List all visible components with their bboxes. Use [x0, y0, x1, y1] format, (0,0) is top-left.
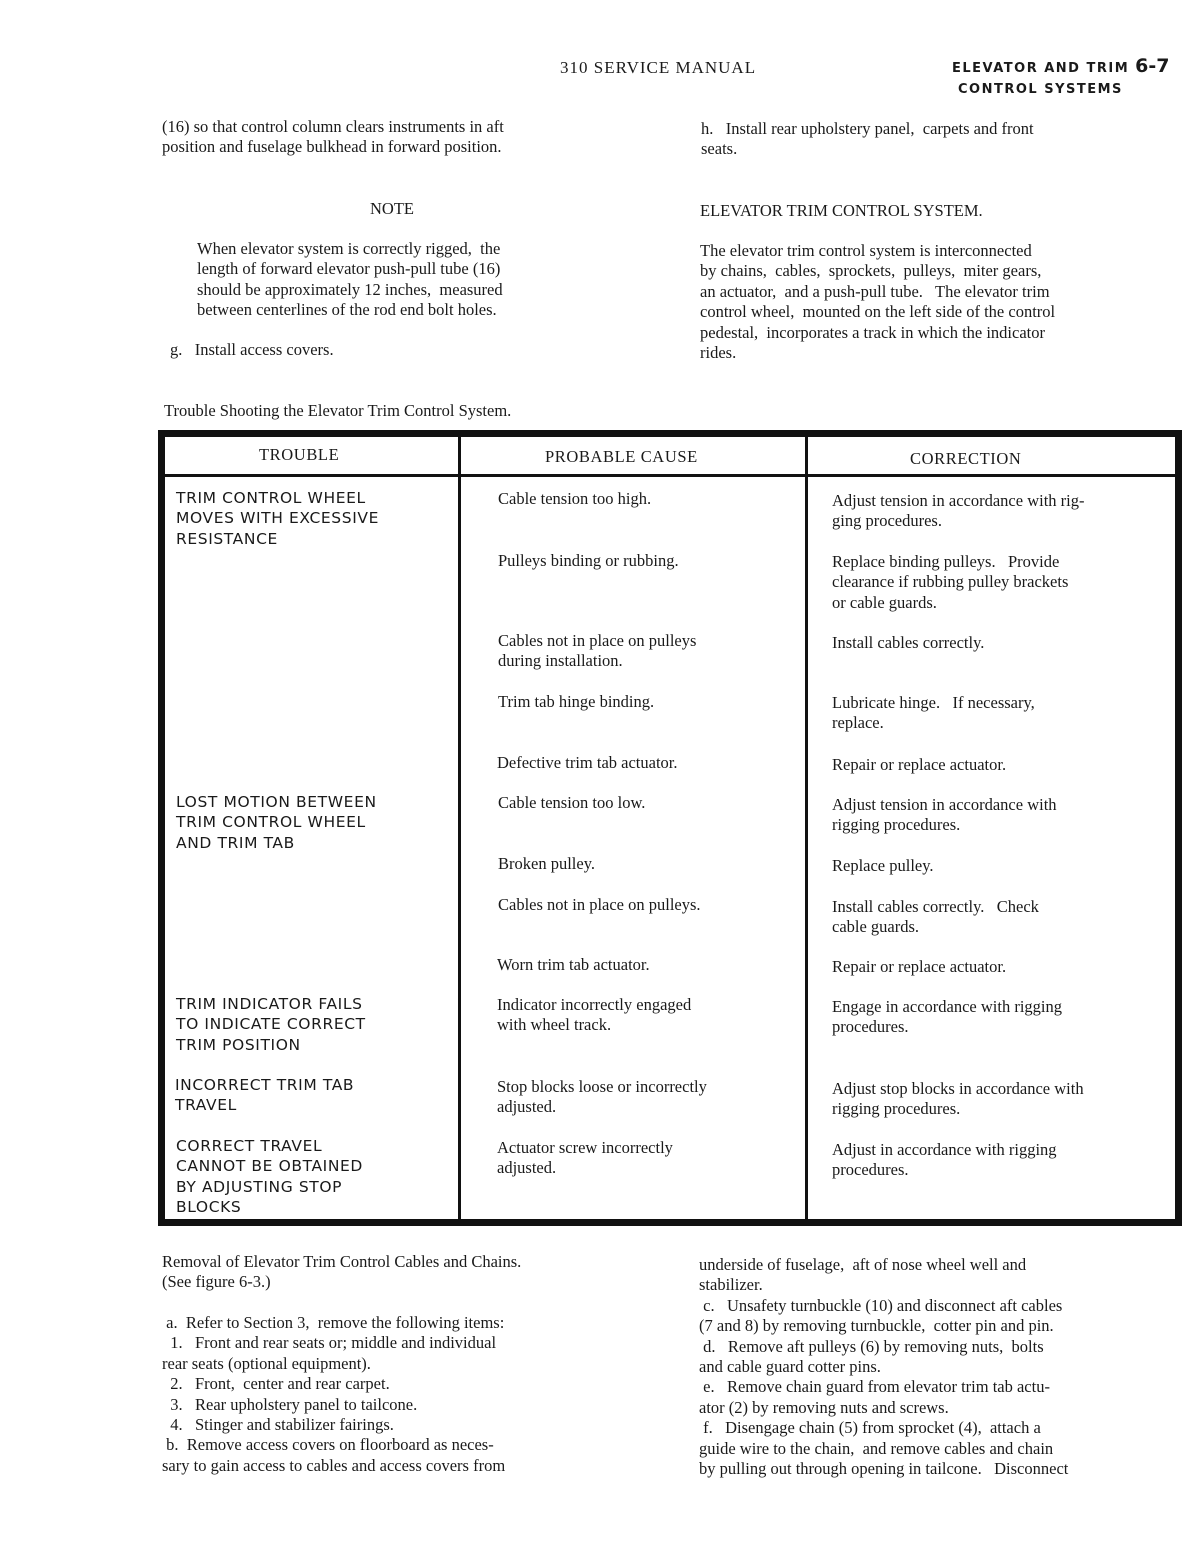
table-caption: Trouble Shooting the Elevator Trim Control System.	[164, 401, 512, 420]
cause-cell: Indicator incorrectly engaged with wheel track.	[497, 995, 692, 1035]
removal-steps-right: underside of fuselage, aft of nose wheel well and stabilizer. c. Unsafety turnbuckle (10) and disconnect aft cables (7 and 8) by removing turnbuckle, cotter pin and pin. d. Remove aft pulleys (6) by removing nuts, bolts and cable guard cotter pins. e. Remove chain guard from elevator trim tab actu- ator (2) by removing nuts and screws. f. Disengage chain (5) from sprocket (4), attach a guide wire to the chain, and remove cables and chain by pulling out through opening in tailcone. Disconnect	[699, 1255, 1069, 1479]
cause-cell: Actuator screw incorrectly adjusted.	[497, 1138, 673, 1178]
cause-cell: Cables not in place on pulleys during installation.	[498, 631, 697, 671]
cause-cell: Broken pulley.	[498, 854, 595, 873]
header-correction: CORRECTION	[910, 449, 1022, 468]
removal-heading: Removal of Elevator Trim Control Cables and Chains. (See figure 6-3.)	[162, 1252, 522, 1292]
section-title-line1: ELEVATOR AND TRIM	[952, 61, 1130, 76]
cause-cell: Trim tab hinge binding.	[498, 692, 655, 711]
troubleshooting-table	[158, 430, 1182, 1226]
note-heading: NOTE	[370, 199, 414, 218]
correction-cell: Engage in accordance with rigging procedures.	[832, 997, 1062, 1037]
section-title	[952, 56, 1170, 100]
trim-system-description: The elevator trim control system is interconnected by chains, cables, sprockets, pulleys, miter gears, an actuator, and a push-pull tube. The elevator trim control wheel, mounted on the left side of the control pedestal, incorporates a track in which the indicator rides.	[700, 241, 1056, 363]
header-probable-cause: PROBABLE CAUSE	[545, 447, 698, 466]
continued-paragraph: (16) so that control column clears instruments in aft position and fuselage bulkhead in forward position.	[162, 117, 504, 157]
correction-cell: Adjust stop blocks in accordance with rigging procedures.	[832, 1079, 1084, 1119]
cause-cell: Cable tension too low.	[498, 793, 646, 812]
cause-cell: Cable tension too high.	[498, 489, 652, 508]
trouble-cell: CORRECT TRAVEL CANNOT BE OBTAINED BY ADJUSTING STOP BLOCKS	[176, 1137, 363, 1217]
page-number: 6-7	[1135, 55, 1170, 77]
step-h: h. Install rear upholstery panel, carpets and front seats.	[701, 119, 1034, 159]
note-text: When elevator system is correctly rigged, the length of forward elevator push-pull tube (16) should be approximately 12 inches, measured between centerlines of the rod end bolt holes.	[197, 239, 503, 320]
correction-cell: Repair or replace actuator.	[832, 957, 1007, 976]
section-title-line2: CONTROL SYSTEMS	[958, 82, 1123, 97]
cause-cell: Pulleys binding or rubbing.	[498, 551, 679, 570]
cause-cell: Stop blocks loose or incorrectly adjusted.	[497, 1077, 707, 1117]
column-divider	[458, 437, 461, 1219]
column-divider	[805, 437, 808, 1219]
cause-cell: Cables not in place on pulleys.	[498, 895, 701, 914]
correction-cell: Install cables correctly.	[832, 633, 985, 652]
trouble-cell: LOST MOTION BETWEEN TRIM CONTROL WHEEL AND TRIM TAB	[176, 793, 377, 852]
removal-steps-left: a. Refer to Section 3, remove the following items: 1. Front and rear seats or; middle and individual rear seats (optional equipment). 2. Front, center and rear carpet. 3. Rear upholstery panel to tailcone. 4. Stinger and stabilizer fairings. b. Remove access covers on floorboard as neces- sary to gain access to cables and access covers from	[162, 1313, 506, 1475]
step-g: g. Install access covers.	[170, 340, 334, 359]
trouble-cell: TRIM INDICATOR FAILS TO INDICATE CORRECT TRIM POSITION	[176, 995, 366, 1054]
manual-title: 310 SERVICE MANUAL	[560, 58, 757, 77]
header-trouble: TROUBLE	[259, 445, 340, 464]
correction-cell: Replace pulley.	[832, 856, 934, 875]
trouble-cell: TRIM CONTROL WHEEL MOVES WITH EXCESSIVE RESISTANCE	[176, 489, 379, 548]
cause-cell: Defective trim tab actuator.	[497, 753, 678, 772]
correction-cell: Adjust tension in accordance with rigging procedures.	[832, 795, 1057, 835]
correction-cell: Lubricate hinge. If necessary, replace.	[832, 693, 1035, 733]
correction-cell: Install cables correctly. Check cable guards.	[832, 897, 1039, 937]
trouble-cell: INCORRECT TRIM TAB TRAVEL	[175, 1076, 355, 1115]
correction-cell: Adjust in accordance with rigging procedures.	[832, 1140, 1057, 1180]
correction-cell: Adjust tension in accordance with rig- ging procedures.	[832, 491, 1085, 531]
trim-system-heading: ELEVATOR TRIM CONTROL SYSTEM.	[700, 201, 983, 220]
correction-cell: Repair or replace actuator.	[832, 755, 1007, 774]
header-divider	[165, 474, 1175, 477]
correction-cell: Replace binding pulleys. Provide clearance if rubbing pulley brackets or cable guards.	[832, 552, 1069, 612]
cause-cell: Worn trim tab actuator.	[497, 955, 650, 974]
